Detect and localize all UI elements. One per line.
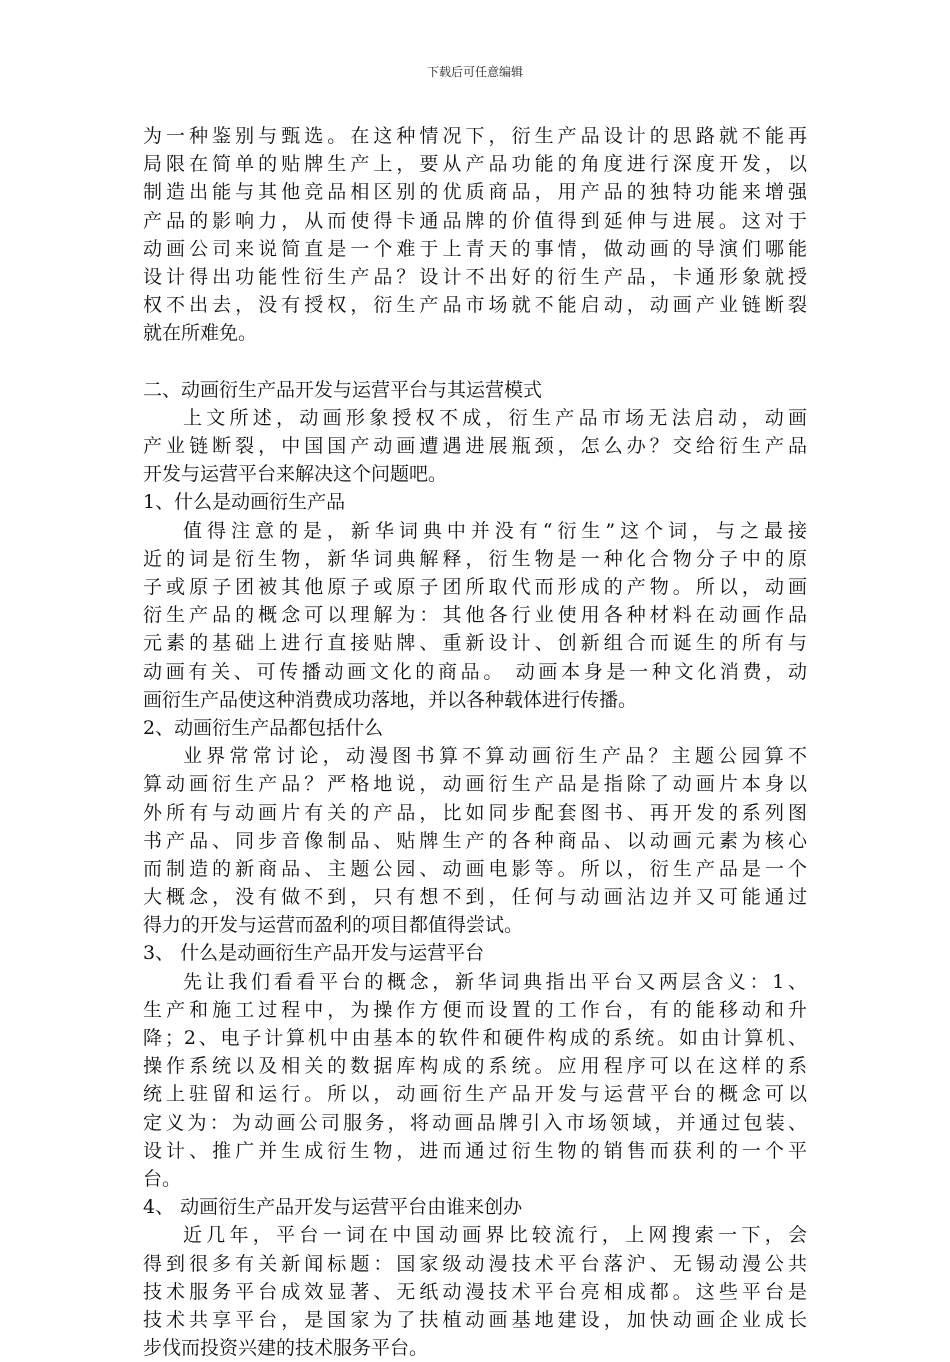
text-line: 开发与运营平台来解决这个问题吧。: [143, 463, 448, 486]
text-line: 局限在简单的贴牌生产上，要从产品功能的角度进行深度开发，以: [143, 153, 807, 176]
text-line: 子或原子团被其他原子或原子团所取代而形成的产物。所以，动画: [143, 576, 807, 598]
text-line: 定义为：为动画公司服务，将动画品牌引入市场领域，并通过包装、: [143, 1111, 807, 1134]
text-line: 而制造的新商品、主题公园、动画电影等。所以，衍生产品是一个: [143, 857, 807, 880]
text-line: 为一种鉴别与甄选。在这种情况下，衍生产品设计的思路就不能再: [143, 125, 807, 147]
text-line: 操作系统以及相关的数据库构成的系统。应用程序可以在这样的系: [143, 1055, 807, 1078]
text-line: 二、动画衍生产品开发与运营平台与其运营模式: [143, 378, 543, 401]
text-line: 制造出能与其他竞品相区别的优质商品，用产品的独特功能来增强: [143, 181, 807, 204]
page-header: 下载后可任意编辑: [426, 65, 523, 79]
text-line: 动画有关、可传播动画文化的商品。 动画本身是一种文化消费，动: [143, 660, 807, 683]
text-line: 画衍生产品使这种消费成功落地，并以各种载体进行传播。: [143, 688, 638, 711]
text-line: 4、 动画衍生产品开发与运营平台由谁来创办: [143, 1196, 523, 1219]
text-line: 衍生产品的概念可以理解为：其他各行业使用各种材料在动画作品: [143, 604, 807, 627]
text-line: 先让我们看看平台的概念，新华词典指出平台又两层含义：1、: [183, 970, 807, 993]
text-line: 元素的基础上进行直接贴牌、重新设计、创新组合而诞生的所有与: [143, 632, 807, 655]
text-line: 台。: [143, 1167, 182, 1190]
text-line: 技术共享平台，是国家为了扶植动画基地建设，加快动画企业成长: [143, 1308, 807, 1331]
text-line: 产业链断裂，中国国产动画遭遇进展瓶颈，怎么办？交给衍生产品: [143, 435, 807, 458]
blank-line: [143, 348, 807, 376]
text-line: 得到很多有关新闻标题：国家级动漫技术平台落沪、无锡动漫公共: [143, 1252, 807, 1275]
text-line: 设计、推广并生成衍生物，进而通过衍生物的销售而获利的一个平: [143, 1139, 807, 1162]
text-line: 得力的开发与运营而盈利的项目都值得尝试。: [143, 914, 524, 937]
text-line: 3、 什么是动画衍生产品开发与运营平台: [143, 942, 485, 965]
text-line: 大概念，没有做不到，只有想不到，任何与动画沾边并又可能通过: [143, 886, 807, 909]
text-line: 权不出去，没有授权，衍生产品市场就不能启动，动画产业链断裂: [143, 294, 807, 317]
text-line: 就在所难免。: [143, 322, 258, 345]
text-line: 设计得出功能性衍生产品？设计不出好的衍生产品，卡通形象就授: [143, 265, 807, 288]
text-line: 2、动画衍生产品都包括什么: [143, 716, 384, 739]
text-line: 书产品、同步音像制品、贴牌生产的各种商品、以动画元素为核心: [143, 829, 807, 852]
text-line: 动画公司来说简直是一个难于上青天的事情，做动画的导演们哪能: [143, 237, 807, 260]
text-line: 步伐而投资兴建的技术服务平台。: [143, 1337, 429, 1360]
text-line: 技术服务平台成效显著、无纸动漫技术平台亮相成都。这些平台是: [143, 1280, 807, 1303]
document-body: [143, 122, 807, 1362]
text-line: 外所有与动画片有关的产品，比如同步配套图书、再开发的系列图: [143, 801, 807, 824]
text-line: 近几年，平台一词在中国动画界比较流行，上网搜索一下，会: [183, 1224, 807, 1247]
text-line: 1、什么是动画衍生产品: [143, 491, 346, 514]
text-line: 降；2、电子计算机中由基本的软件和硬件构成的系统。如由计算机、: [143, 1027, 807, 1049]
text-line: 产品的影响力，从而使得卡通品牌的价值得到延伸与进展。这对于: [143, 209, 807, 232]
text-line: 业界常常讨论，动漫图书算不算动画衍生产品？主题公园算不: [183, 745, 807, 768]
text-line: 上文所述，动画形象授权不成，衍生产品市场无法启动，动画: [183, 406, 807, 429]
text-line: 值得注意的是，新华词典中并没有“衍生”这个词，与之最接: [183, 519, 807, 542]
text-line: 生产和施工过程中，为操作方便而设置的工作台，有的能移动和升: [143, 998, 807, 1021]
text-line: 算动画衍生产品？严格地说，动画衍生产品是指除了动画片本身以: [143, 773, 807, 796]
text-line: 统上驻留和运行。所以，动画衍生产品开发与运营平台的概念可以: [143, 1083, 807, 1106]
text-line: 近的词是衍生物，新华词典解释，衍生物是一种化合物分子中的原: [143, 547, 807, 570]
